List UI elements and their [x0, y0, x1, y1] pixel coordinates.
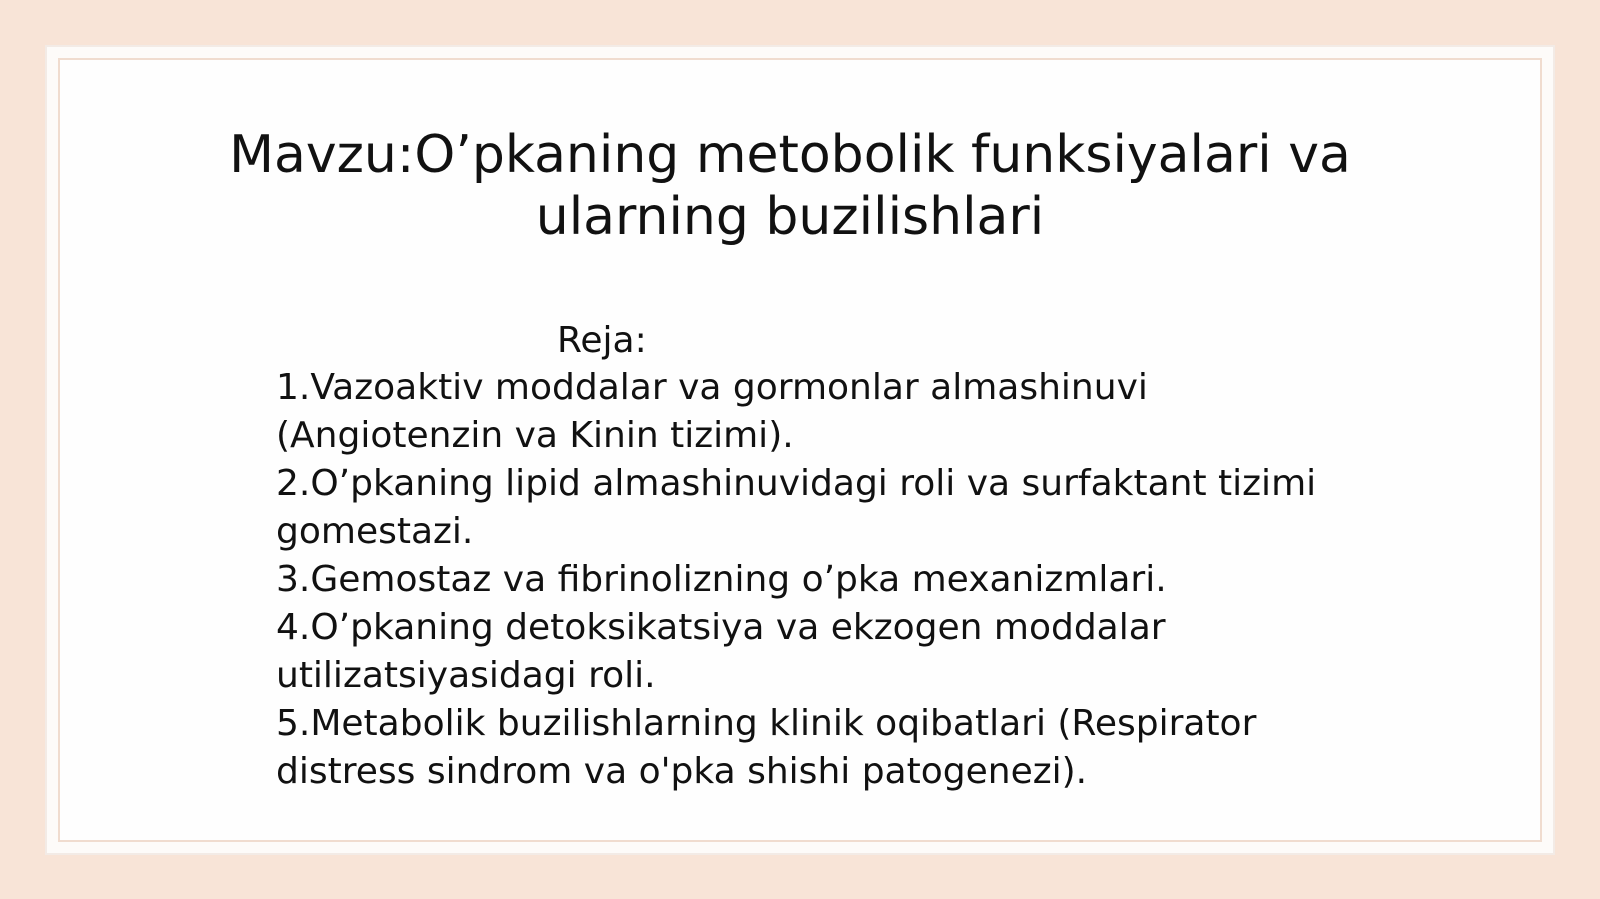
slide-title: [160, 124, 1420, 248]
plan-item-5: 5.Metabolik buzilishlarning klinik oqibatlari (Respirator distress sindrom va o'pka shishi patogenezi).: [276, 703, 1257, 792]
plan-list: [276, 364, 1376, 796]
plan-heading: Reja:: [557, 320, 647, 361]
plan-item-1: 1.Vazoaktiv moddalar va gormonlar almashinuvi (Angiotenzin va Kinin tizimi).: [276, 367, 1148, 456]
plan-item-3: 3.Gemostaz va fibrinolizning o’pka mexanizmlari.: [276, 559, 1167, 600]
slide-title-line-1: Mavzu:O’pkaning metobolik funksiyalari va: [229, 125, 1351, 185]
plan-item-4: 4.O’pkaning detoksikatsiya va ekzogen moddalar utilizatsiyasidagi roli.: [276, 607, 1166, 696]
slide-title-line-2: ularning buzilishlari: [535, 187, 1045, 247]
plan-item-2: 2.O’pkaning lipid almashinuvidagi roli va surfaktant tizimi gomestazi.: [276, 463, 1317, 552]
